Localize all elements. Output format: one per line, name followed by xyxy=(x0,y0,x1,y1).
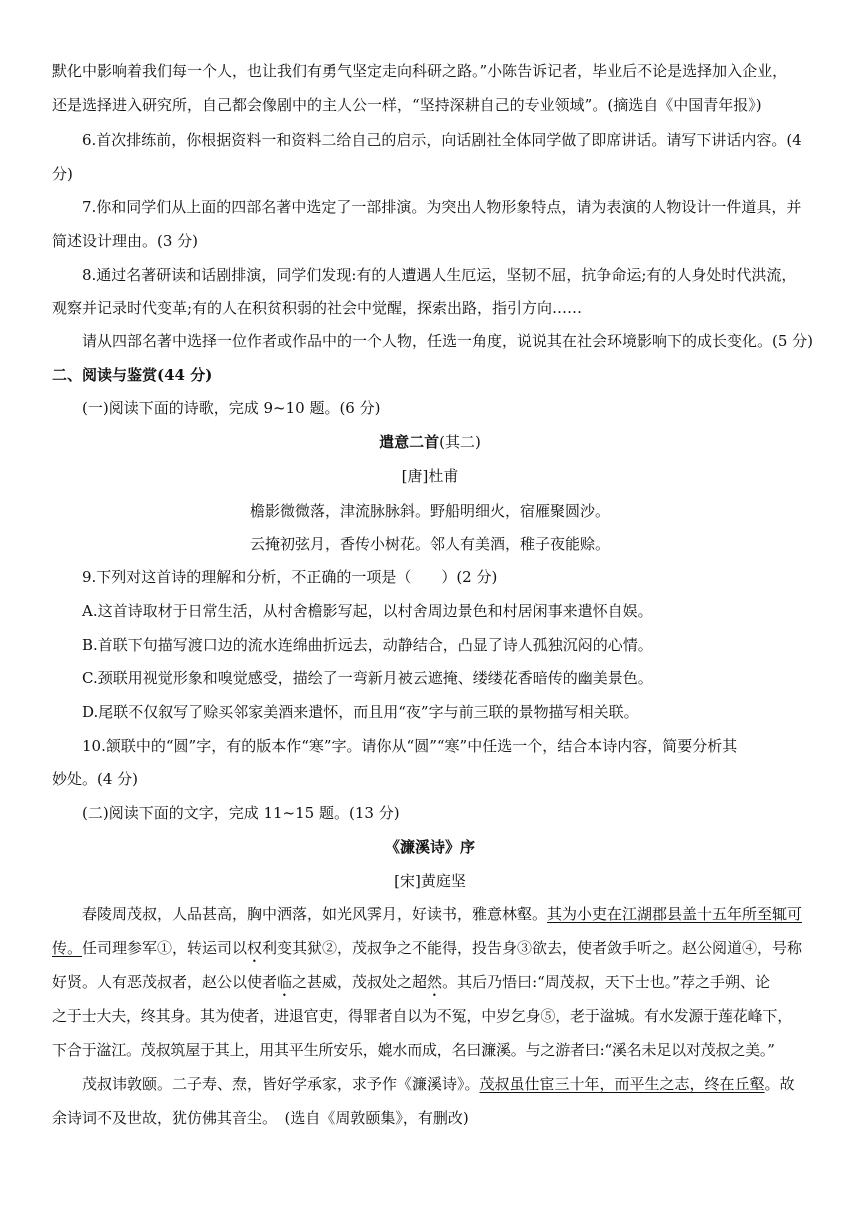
question-8-cont: 观察并记录时代变革;有的人在积贫积弱的社会中觉醒，探索出路，指引方向…… xyxy=(52,299,583,317)
question-8: 8.通过名著研读和话剧排演，同学们发现:有的人遭遇人生厄运，坚韧不屈，抗争命运;有的人身处时代洪流， xyxy=(82,266,797,284)
prose-line xyxy=(52,971,770,1000)
question-7: 7.你和同学们从上面的四部名著中选定了一部排演。为突出人物形象特点，请为表演的人物设计一件道具，并 xyxy=(82,198,802,216)
question-8-prompt: 请从四部名著中选择一位作者或作品中的一个人物，任选一角度，说说其在社会环境影响下的成长变化。(5 分) xyxy=(82,332,814,350)
prose-text: 利变其狱②，茂叔争之不能得，投告身③欲去，使者敛手听之。赵公阅道④，号称 xyxy=(262,939,803,957)
question-10-cont: 妙处。(4 分) xyxy=(52,770,139,788)
underlined-sentence: 茂叔虽仕宦三十年，而平生之志，终在丘壑 xyxy=(479,1075,765,1093)
poem-author: [唐]杜甫 xyxy=(401,467,459,485)
poem-title-main: 遣意二首 xyxy=(379,433,440,451)
prose-text: 好贤。人有恶茂叔者，赵公以使者 xyxy=(52,973,278,991)
dotted-word: 权 xyxy=(247,939,263,957)
question-6: 6.首次排练前，你根据资料一和资料二给自己的启示，向话剧社全体同学做了即席讲话。请写下讲话内容。(4 xyxy=(82,131,802,149)
text-line: 默化中影响着我们每一个人，也让我们有勇气坚定走向科研之路。”小陈告诉记者，毕业后不论是选择加入企业， xyxy=(52,62,788,80)
poem-line: 檐影微微落，津流脉脉斜。野船明细火，宿雁聚圆沙。 xyxy=(249,502,610,520)
prose-line: 下合于湓江。茂叔筑屋于其上，用其平生所安乐，媲水而成，名曰濂溪。与之游者曰:“溪名未足以对茂叔之美。” xyxy=(52,1041,775,1059)
prose-text: 任司理参军①，转运司以 xyxy=(82,939,248,957)
prose-text: 茂叔讳敦颐。二子寿、焘，皆好学承家，求予作《濂溪诗》。 xyxy=(82,1075,480,1093)
question-6-cont: 分) xyxy=(52,165,73,183)
prose-line: 之于士大夫，终其身。其为使者，进退官吏，得罪者自以为不冤，中岁乞身⑤，老于湓城。有水发源于莲花峰下， xyxy=(52,1007,793,1025)
option-c: C.颈联用视觉形象和嗅觉感受，描绘了一弯新月被云遮掩、缕缕花香暗传的幽美景色。 xyxy=(82,669,653,687)
prose-author: [宋]黄庭坚 xyxy=(394,872,466,890)
section-heading: 二、阅读与鉴赏(44 分) xyxy=(52,366,213,384)
option-a: A.这首诗取材于日常生活，从村舍檐影写起，以村舍周边景色和村居闲事来遣怀自娱。 xyxy=(82,602,653,620)
poem-line: 云掩初弦月，香传小树花。邻人有美酒，稚子夜能赊。 xyxy=(249,535,610,553)
underlined-sentence: 其为小吏在江湖郡县盖十五年所至辄可 xyxy=(547,905,803,923)
prose-title: 《濂溪诗》序 xyxy=(384,838,475,856)
underlined-sentence-end: 传。 xyxy=(52,939,83,957)
prose-line: 余诗词不及世故，犹仿佛其音尘。 (选自《周敦颐集》，有删改) xyxy=(52,1109,469,1127)
poem-title-note: (其二) xyxy=(439,433,481,451)
question-10: 10.颔联中的“圆”字，有的版本作“寒”字。请你从“圆”“寒”中任选一个，结合本诗内容，简要分析其 xyxy=(82,737,738,755)
subsection-heading: (一)阅读下面的诗歌，完成 9~10 题。(6 分) xyxy=(82,399,381,417)
subsection-heading: (二)阅读下面的文字，完成 11~15 题。(13 分) xyxy=(82,804,400,822)
option-b: B.首联下句描写渡口边的流水连绵曲折远去，动静结合，凸显了诗人孤独沉闷的心情。 xyxy=(82,636,653,654)
question-9: 9.下列对这首诗的理解和分析，不正确的一项是（ ）(2 分) xyxy=(82,568,498,586)
dotted-word: 然 xyxy=(427,973,443,991)
prose-line xyxy=(82,1073,795,1095)
prose-text: 。其后乃悟曰:“周茂叔，天下士也。”荐之手朔、论 xyxy=(442,973,770,991)
prose-line xyxy=(82,903,802,925)
dotted-word: 临 xyxy=(277,973,293,991)
prose-text: 春陵周茂叔，人品甚高，胸中洒落，如光风霁月，好读书，雅意林壑。 xyxy=(82,905,548,923)
option-d: D.尾联不仅叙写了赊买邻家美酒来遣怀，而且用“夜”字与前三联的景物描写相关联。 xyxy=(82,703,639,721)
question-7-cont: 简述设计理由。(3 分) xyxy=(52,232,199,250)
prose-line xyxy=(52,937,802,966)
prose-text: 之甚威，茂叔处之超 xyxy=(292,973,428,991)
poem-title xyxy=(0,431,860,453)
text-line: 还是选择进入研究所，自己都会像剧中的主人公一样，“坚持深耕自己的专业领域”。(摘选自《中国青年报》) xyxy=(52,96,762,114)
prose-text: 。故 xyxy=(764,1075,795,1093)
